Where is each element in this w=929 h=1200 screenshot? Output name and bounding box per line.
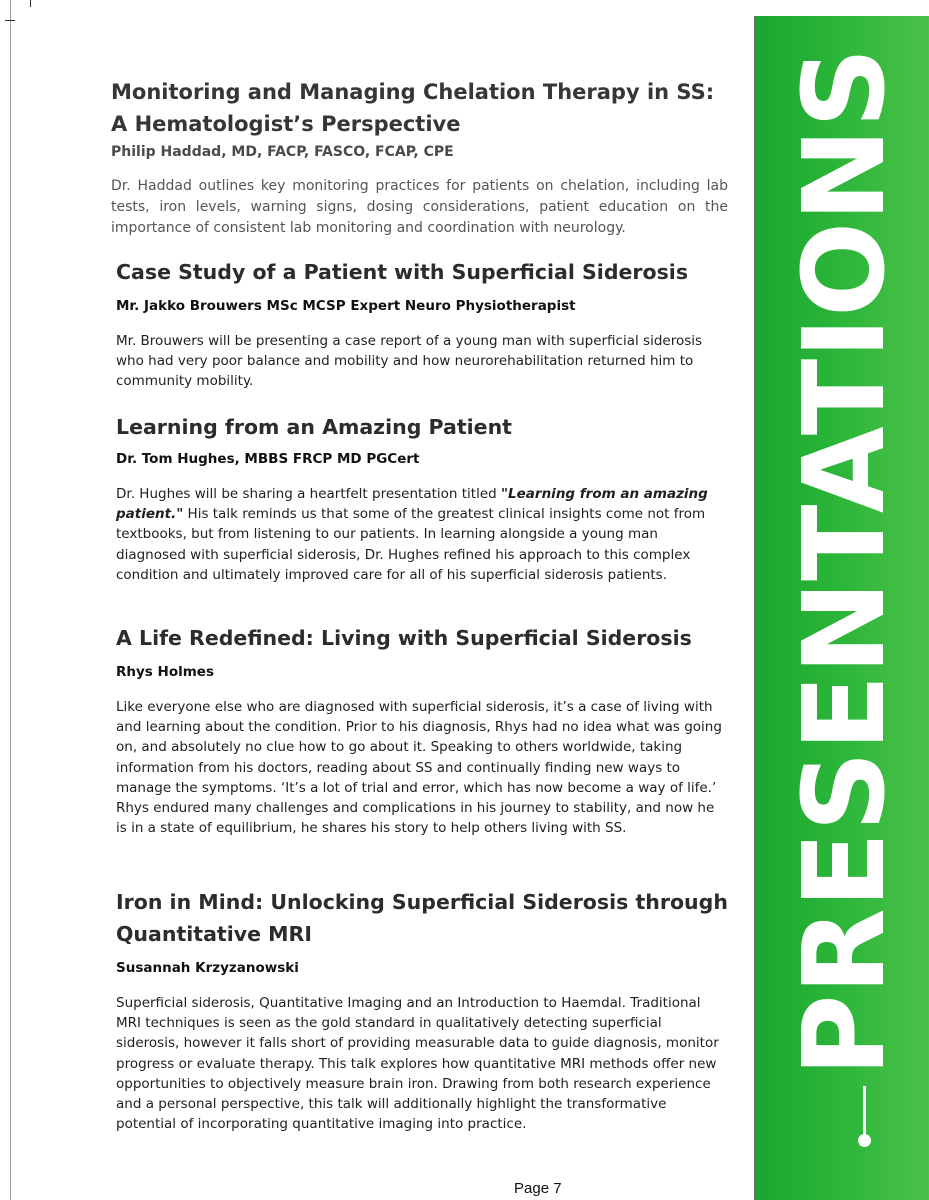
presentation-description: Dr. Haddad outlines key monitoring practices for patients on chelation, including lab tests, iron levels, warning signs, dosing considerations, patient education on the importance of consistent lab monitoring and coordination with neurology. — [111, 178, 728, 236]
presentation-author: Dr. Tom Hughes, MBBS FRCP MD PGCert — [116, 451, 420, 467]
presentation-description: Superficial siderosis, Quantitative Imaging and an Introduction to Haemdal. Traditional MRI techniques is seen as the gold standard in qualitatively detecting superficial siderosis, however it falls short of providing measurable data to guide diagnosis, monitor progress or evaluate therapy. This talk explores how quantitative MRI methods offer new opportunities to objectively measure brain iron. Drawing from both research experience and a personal perspective, this talk will additionally highlight the transformative potential of incorporating quantitative imaging into practice. — [116, 995, 719, 1133]
presentation-author: Mr. Jakko Brouwers MSc MCSP Expert Neuro Physiotherapist — [116, 298, 576, 314]
presentation-title: A Life Redefined: Living with Superficial Siderosis — [116, 626, 692, 650]
presentation-title: Iron in Mind: Unlocking Superficial Siderosis through Quantitative MRI — [116, 890, 728, 946]
description-text: Dr. Hughes will be sharing a heartfelt presentation titled — [116, 486, 502, 502]
banner-title: PRESENTATIONS — [780, 47, 910, 1077]
presentation-author: Philip Haddad, MD, FACP, FASCO, FCAP, CPE — [111, 144, 454, 160]
crop-mark — [30, 0, 31, 7]
presentation-author: Rhys Holmes — [116, 664, 215, 680]
talk-title-emphasis: "Learning from an amazing patient." — [116, 486, 708, 523]
description-text: His talk reminds us that some of the greatest clinical insights come not from textbooks, but from listening to our patients. In learning alongside a young man diagnosed with superficial siderosis, Dr. Hughes refined his approach to this complex condition and ultimately improved care for all of his superficial siderosis patients. — [116, 506, 706, 583]
banner-decoration-line — [863, 1086, 866, 1138]
presentation-description: Mr. Brouwers will be presenting a case report of a young man with superficial siderosis who had very poor balance and mobility and how neurorehabilitation returned him to community mobility. — [116, 333, 703, 390]
presentation-section — [116, 256, 728, 392]
presentation-section — [116, 411, 728, 585]
banner-decoration-dot — [858, 1134, 871, 1147]
presentation-description — [116, 484, 728, 585]
presentation-section — [111, 76, 728, 239]
presentation-section — [116, 622, 728, 838]
presentation-author: Susannah Krzyzanowski — [116, 960, 299, 976]
presentation-section — [116, 886, 728, 1134]
presentation-title: Monitoring and Managing Chelation Therapy in SS: A Hematologist’s Perspective — [111, 80, 715, 136]
presentation-title: Learning from an Amazing Patient — [116, 415, 512, 439]
crop-mark — [5, 20, 15, 21]
page-number: Page 7 — [514, 1180, 562, 1197]
presentation-description: Like everyone else who are diagnosed with superficial siderosis, it’s a case of living with and learning about the condition. Prior to his diagnosis, Rhys had no idea what was going on, and absolutely no clue how to go about it. Speaking to others worldwide, taking information from his doctors, reading about SS and continually finding new ways to manage the symptoms. ‘It’s a lot of trial and error, which has now become a way of life.’ Rhys endured many challenges and complications in his journey to stability, and now he is in a state of equilibrium, he shares his story to help others living with SS. — [116, 699, 722, 837]
presentation-title: Case Study of a Patient with Superficial Siderosis — [116, 260, 689, 284]
page-left-edge — [10, 0, 11, 1200]
